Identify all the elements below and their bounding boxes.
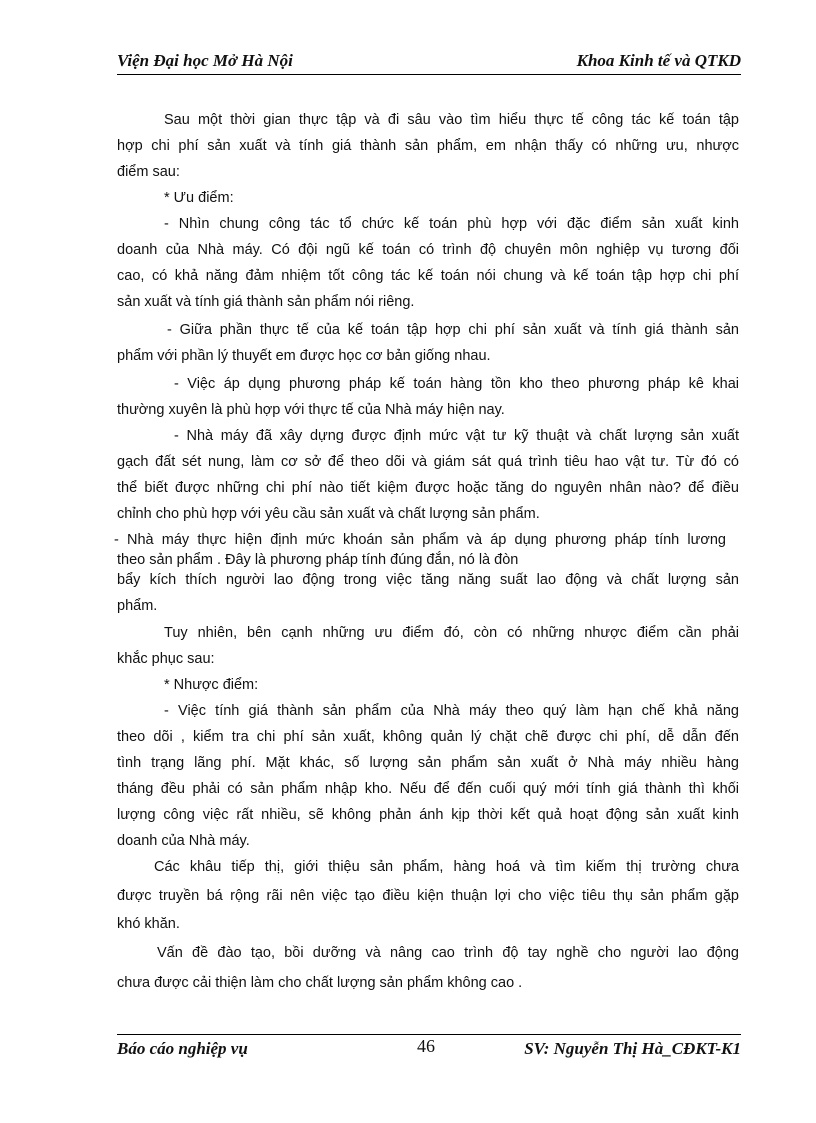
text-line: - Nhìn chung công tác tổ chức kế toán phù hợp với đặc điểm sản xuất kinh <box>164 216 739 232</box>
text-line: Tuy nhiên, bên cạnh những ưu điểm đó, còn có những nhược điểm cần phải <box>164 625 739 641</box>
text-line: Sau một thời gian thực tập và đi sâu vào tìm hiểu thực tế công tác kế toán tập <box>164 112 739 128</box>
footer-student: SV: Nguyễn Thị Hà_CĐKT-K1 <box>524 1039 741 1058</box>
text-line: doanh của Nhà máy. Có đội ngũ kế toán có trình độ chuyên môn nghiệp vụ tương đối <box>117 242 739 258</box>
text-line: Vấn đề đào tạo, bồi dưỡng và nâng cao trình độ tay nghề cho người lao động <box>157 945 739 961</box>
text-line: * Nhược điểm: <box>164 677 259 693</box>
text-line: sản xuất và tính giá thành sản phẩm nói riêng. <box>117 294 415 310</box>
footer-report-title: Báo cáo nghiệp vụ <box>117 1039 248 1058</box>
page-footer <box>117 1034 741 1058</box>
text-line: gạch đất sét nung, làm cơ sở để theo dõi và giám sát quá trình tiêu hao vật tư. Từ đó có <box>117 454 739 470</box>
page-header <box>117 48 741 75</box>
text-line: thường xuyên là phù hợp với thực tế của Nhà máy hiện nay. <box>117 402 505 418</box>
text-line: lượng công việc rất nhiều, sẽ không phản ánh kịp thời kết quả hoạt động sản xuất kinh <box>117 807 739 823</box>
text-line: - Nhà máy thực hiện định mức khoán sản phẩm và áp dụng phương pháp tính lương <box>114 532 726 548</box>
text-line: khó khăn. <box>117 916 180 932</box>
text-line: phẩm với phần lý thuyết em được học cơ bản giống nhau. <box>117 348 491 364</box>
text-line: phẩm. <box>117 598 158 614</box>
text-line: - Giữa phần thực tế của kế toán tập hợp chi phí sản xuất và tính giá thành sản <box>167 322 739 338</box>
text-line: chưa được cải thiện làm cho chất lượng sản phẩm không cao . <box>117 975 523 991</box>
text-line: Các khâu tiếp thị, giới thiệu sản phẩm, hàng hoá và tìm kiếm thị trường chưa <box>154 859 739 875</box>
text-line: theo dõi , kiểm tra chi phí sản xuất, không quản lý chặt chẽ được chi phí, dễ dẫn đến <box>117 729 739 745</box>
text-line: được truyền bá rộng rãi nên việc tạo điều kiện thuận lợi cho việc tiêu thụ sản phẩm gặp <box>117 888 739 904</box>
header-institution: Viện Đại học Mở Hà Nội <box>117 51 293 70</box>
page-number: 46 <box>417 1036 435 1056</box>
text-line: chỉnh cho phù hợp với yêu cầu sản xuất và chất lượng sản phẩm. <box>117 506 540 522</box>
text-line: bẩy kích thích người lao động trong việc tăng năng suất lao động và chất lượng sản <box>117 572 739 588</box>
text-line: điểm sau: <box>117 164 180 180</box>
text-line: theo sản phẩm . Đây là phương pháp tính đúng đắn, nó là đòn <box>117 552 519 568</box>
text-line: - Việc áp dụng phương pháp kế toán hàng tồn kho theo phương pháp kê khai <box>174 376 739 392</box>
text-line: - Việc tính giá thành sản phẩm của Nhà máy theo quý làm hạn chế khả năng <box>164 703 739 719</box>
text-line: khắc phục sau: <box>117 651 215 667</box>
text-line: tháng đều phải có sản phẩm nhập kho. Nếu để đến cuối quý mới tính giá thành thì khối <box>117 781 739 797</box>
text-line: cao, có khả năng đảm nhiệm tốt công tác kế toán nói chung và kế toán tập hợp chi phí <box>117 268 739 284</box>
text-line: doanh của Nhà máy. <box>117 833 250 849</box>
text-line: hợp chi phí sản xuất và tính giá thành sản phẩm, em nhận thấy có những ưu, nhược <box>117 138 739 154</box>
text-line: tình trạng lãng phí. Mặt khác, số lượng sản phẩm sản xuất ở Nhà máy nhiều hàng <box>117 755 739 771</box>
text-line: * Ưu điểm: <box>164 190 234 206</box>
header-faculty: Khoa Kinh tế và QTKD <box>576 51 741 70</box>
text-line: - Nhà máy đã xây dựng được định mức vật tư kỹ thuật và chất lượng sản xuất <box>174 428 739 444</box>
text-line: thể biết được những chi phí nào tiết kiệm được hoặc tăng do nguyên nhân nào? để điều <box>117 480 739 496</box>
